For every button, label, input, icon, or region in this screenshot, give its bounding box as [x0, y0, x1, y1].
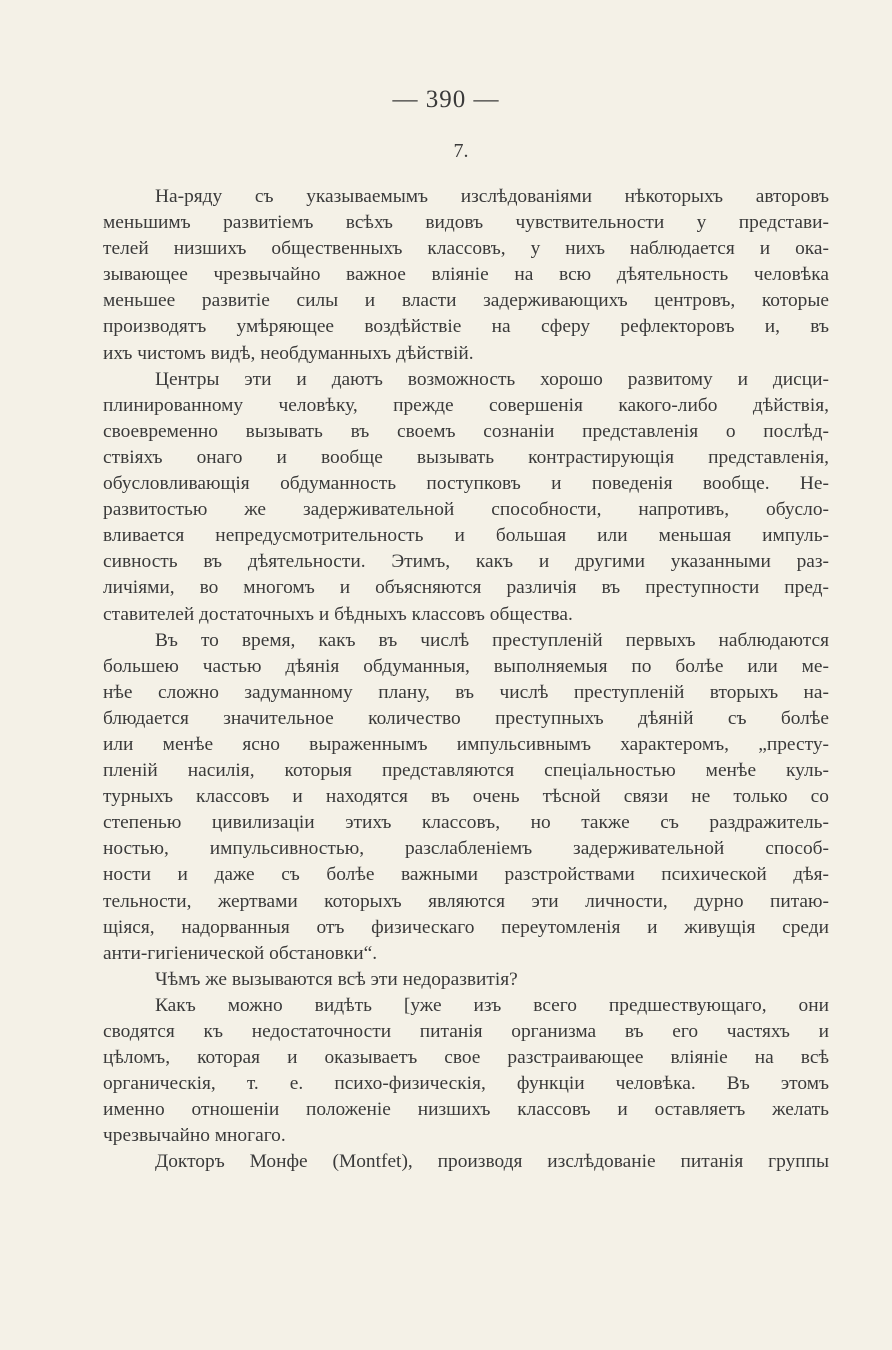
text-line: ствіяхъ онаго и вообще вызывать контрастирующія представленія, — [103, 446, 829, 468]
paragraph — [103, 367, 829, 628]
text-line: сивность въ дѣятельности. Этимъ, какъ и другими указанными раз- — [103, 551, 829, 573]
text-line: органическія, т. е. психо-физическія, функціи человѣка. Въ этомъ — [103, 1073, 829, 1095]
text-line: турныхъ классовъ и находятся въ очень тѣсной связи не только со — [103, 786, 829, 808]
text-line: сводятся къ недостаточности питанія организма въ его частяхъ и — [103, 1021, 829, 1042]
text-line: ностью, импульсивностью, разслабленіемъ задерживательной способ- — [103, 838, 829, 860]
text-line: большею частью дѣянія обдуманныя, выполняемыя по болѣе или ме- — [103, 655, 829, 677]
text-line: Чѣмъ же вызываются всѣ эти недоразвитія? — [155, 968, 518, 990]
paragraph — [103, 628, 829, 967]
text-line: личіями, во многомъ и объясняются различія въ преступности пред- — [103, 577, 829, 599]
text-line: На-ряду съ указываемымъ изслѣдованіями нѣкоторыхъ авторовъ — [155, 186, 829, 207]
paragraph — [103, 1149, 829, 1175]
text-line: именно отношеніи положеніе низшихъ классовъ и оставляетъ желать — [103, 1099, 829, 1121]
text-line: Центры эти и даютъ возможность хорошо развитому и дисци- — [155, 368, 829, 390]
text-line: степенью цивилизаціи этихъ классовъ, но также съ раздражитель- — [103, 812, 829, 834]
text-line: или менѣе ясно выраженнымъ импульсивнымъ характеромъ, „престу- — [103, 733, 829, 755]
text-line: Въ то время, какъ въ числѣ преступленій первыхъ наблюдаются — [155, 629, 829, 651]
text-line: развитостью же задерживательной способности, напротивъ, обусло- — [103, 499, 829, 521]
text-line: ставителей достаточныхъ и бѣдныхъ классовъ общества. — [103, 603, 573, 625]
text-line: чрезвычайно многаго. — [103, 1125, 286, 1147]
text-line: своевременно вызывать въ своемъ сознаніи представленія о послѣд- — [103, 420, 829, 442]
text-line: Какъ можно видѣть [уже изъ всего предшествующаго, они — [155, 994, 829, 1016]
text-line: плинированному человѣку, прежде совершенія какого-либо дѣйствія, — [103, 394, 829, 416]
text-line: вливается непредусмотрительность и большая или меньшая импуль- — [103, 525, 829, 547]
text-line: обусловливающія обдуманность поступковъ и поведенія вообще. Не- — [103, 473, 829, 495]
text-line: блюдается значительное количество преступныхъ дѣяній съ болѣе — [103, 707, 829, 729]
text-line: цѣломъ, которая и оказываетъ свое разстраивающее вліяніе на всѣ — [103, 1047, 829, 1069]
text-line: ихъ чистомъ видѣ, необдуманныхъ дѣйствій. — [103, 342, 474, 364]
paragraph — [103, 967, 829, 993]
text-line: пленій насилія, которыя представляются спеціальностью менѣе куль- — [103, 760, 829, 782]
text-line: Докторъ Монфе (Montfet), производя изслѣдованіе питанія группы — [155, 1151, 829, 1173]
text-line: меньшимъ развитіемъ всѣхъ видовъ чувствительности у представи- — [103, 212, 829, 234]
text-line: ности и даже съ болѣе важными разстройствами психической дѣя- — [103, 864, 829, 886]
paragraph — [103, 184, 829, 367]
text-line: анти-гигіенической обстановки“. — [103, 942, 378, 964]
paragraph — [103, 993, 829, 1150]
body-text — [103, 184, 829, 1176]
section-number: 7. — [453, 140, 469, 162]
text-line: телей низшихъ общественныхъ классовъ, у нихъ наблюдается и ока- — [103, 238, 829, 260]
text-line: зывающее чрезвычайно важное вліяніе на всю дѣятельность человѣка — [103, 264, 829, 286]
text-line: меньшее развитіе силы и власти задерживающихъ центровъ, которые — [103, 290, 829, 312]
text-line: щіяся, надорванныя отъ физическаго переутомленія и живущія среди — [103, 916, 829, 938]
text-line: нѣе сложно задуманному плану, въ числѣ преступленій вторыхъ на- — [103, 681, 829, 703]
page-number: — 390 — — [392, 86, 500, 113]
text-line: тельности, жертвами которыхъ являются эти личности, дурно питаю- — [103, 890, 829, 912]
text-line: производятъ умѣряющее воздѣйствіе на сферу рефлекторовъ и, въ — [103, 316, 829, 338]
